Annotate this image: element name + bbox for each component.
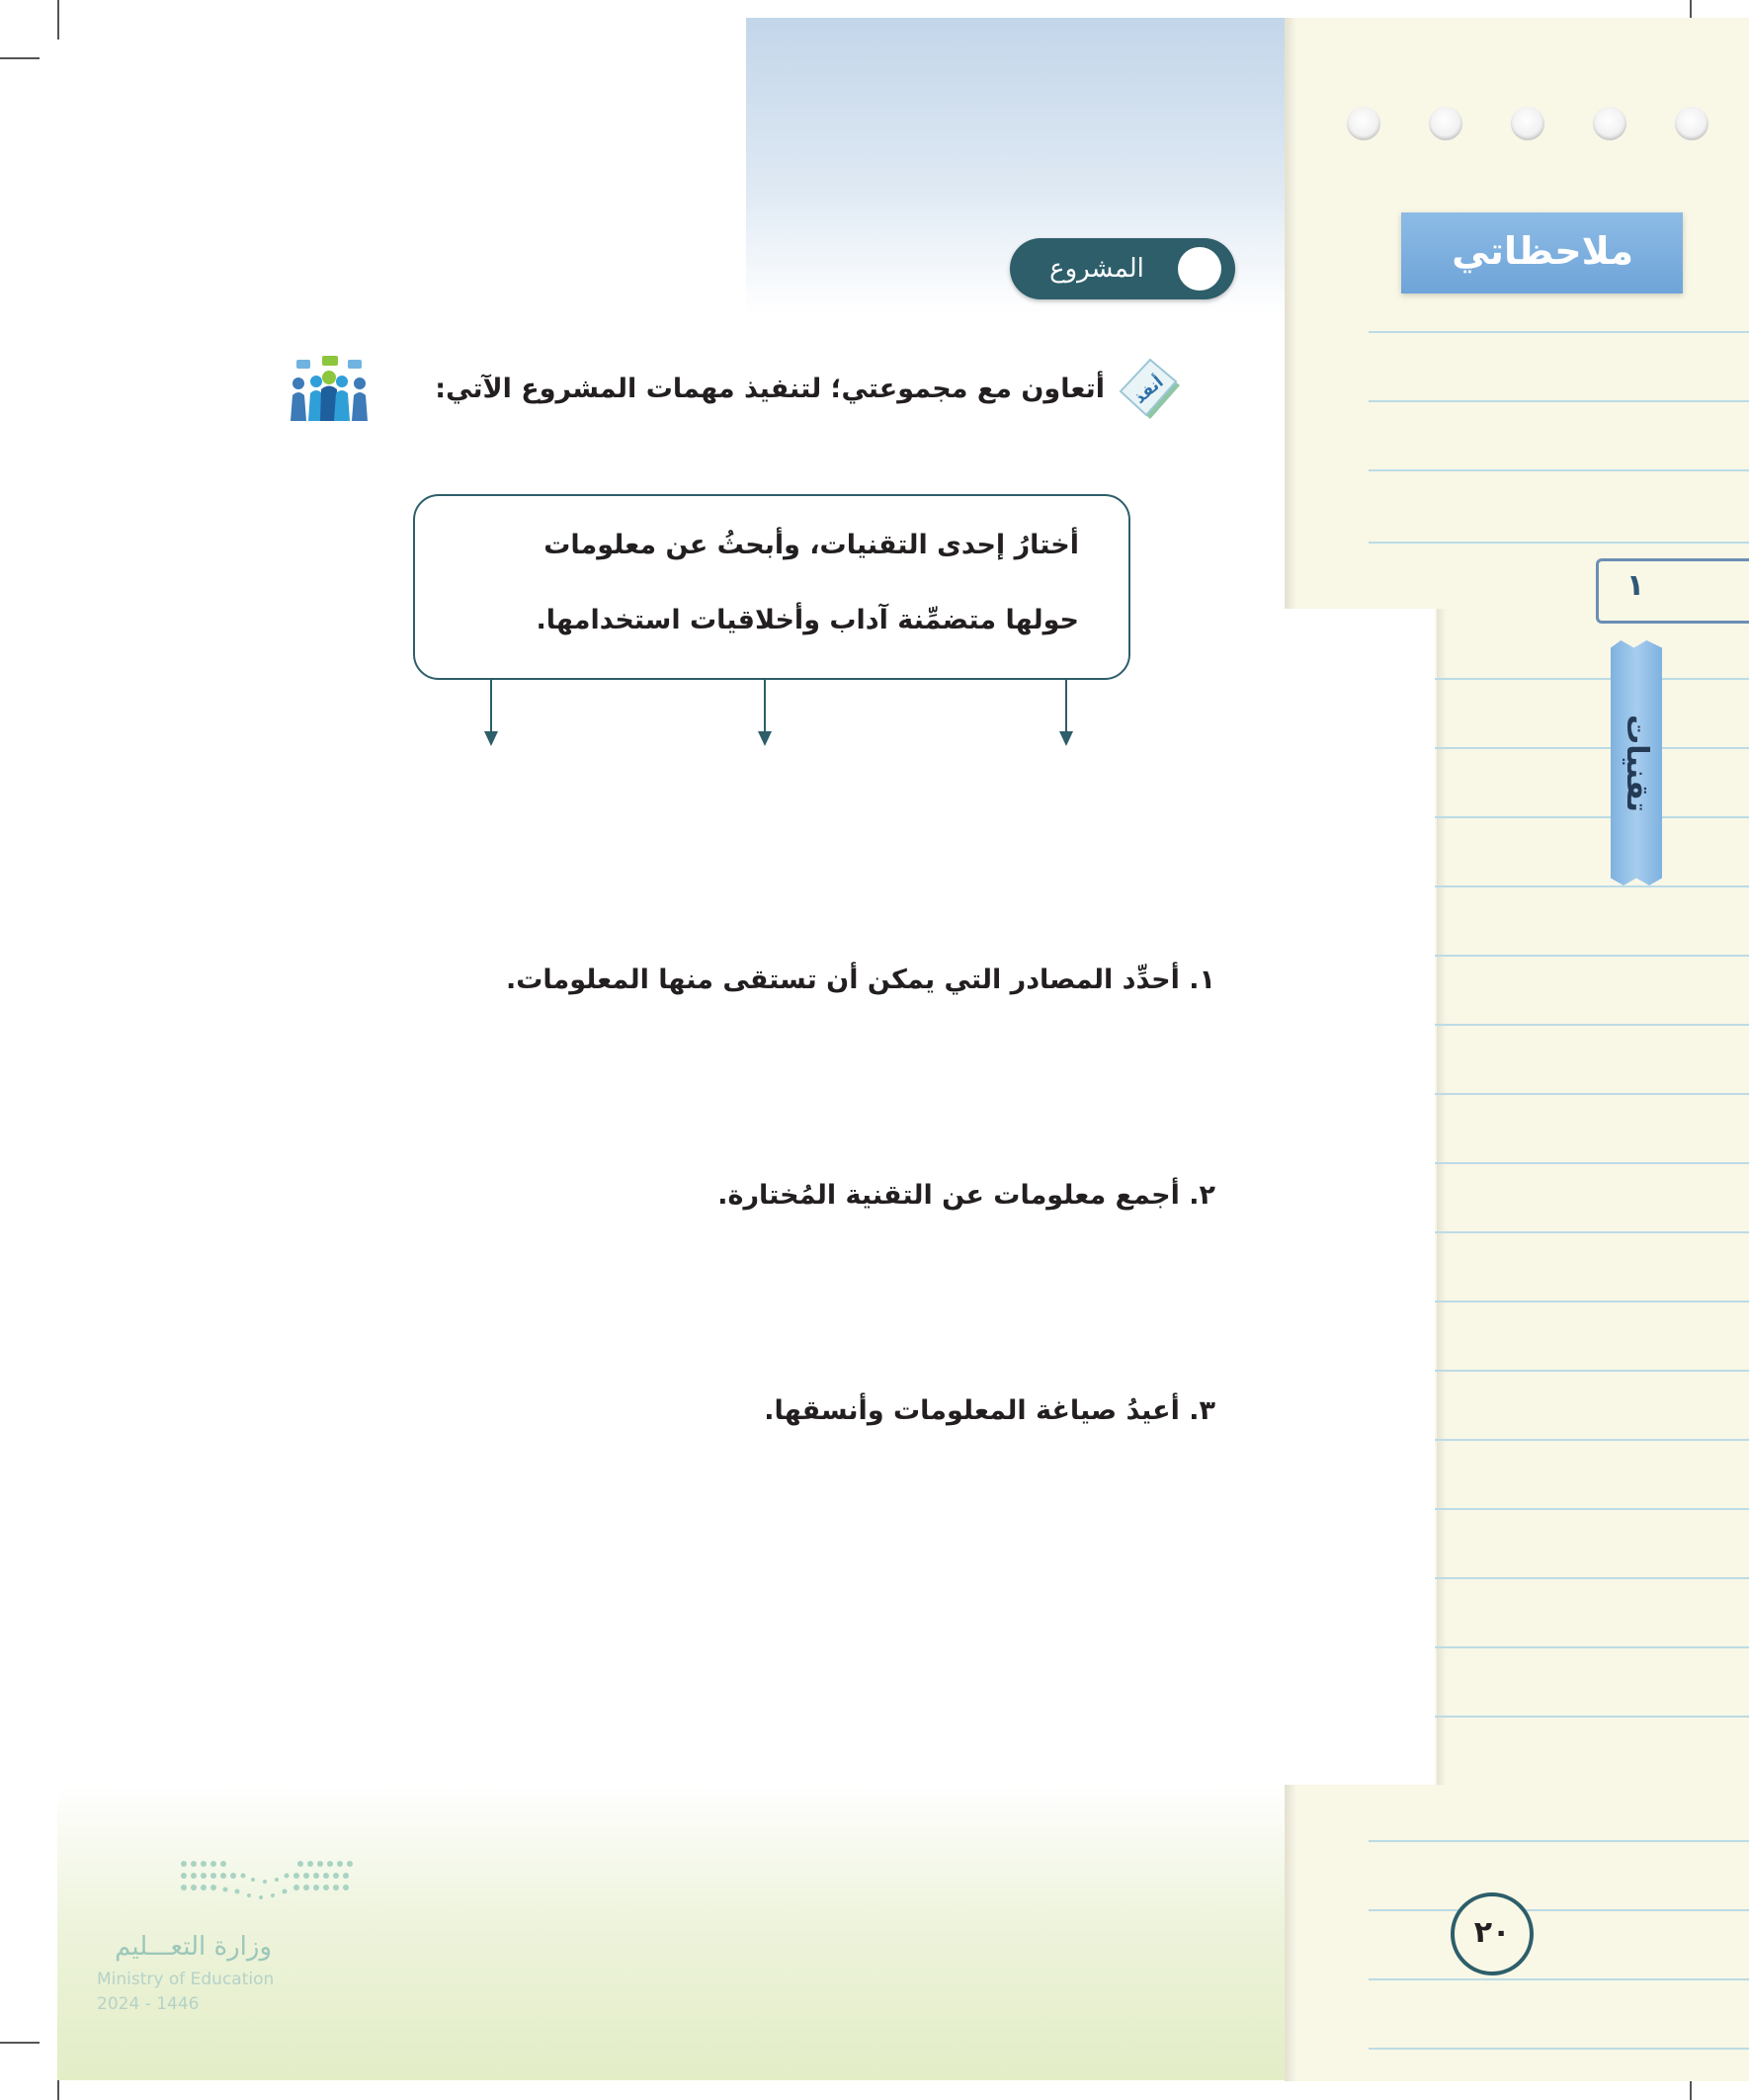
ministry-name-en: Ministry of Education [97, 1970, 275, 1989]
task-box [413, 494, 1130, 680]
ruled-line [1369, 331, 1749, 333]
crop-mark [0, 2042, 40, 2044]
ruled-line [1369, 1840, 1749, 1842]
crop-mark [57, 0, 59, 40]
ruled-line [1369, 1978, 1749, 1980]
arrow-down-icon [758, 731, 772, 746]
ruled-line [1435, 747, 1749, 749]
arrow-down-icon [484, 731, 498, 746]
task-line-2: حولها متضمِّنة آداب وأخلاقيات استخدامها. [536, 605, 1079, 635]
ruled-line [1369, 1909, 1749, 1911]
note-badge-text: أنفذ [1129, 372, 1167, 408]
notes-title: ملاحظاتي [1452, 229, 1633, 273]
ruled-line [1435, 1439, 1749, 1441]
ruled-line [1435, 1646, 1749, 1648]
ruled-line [1435, 816, 1749, 818]
chapter-tab-label-wrap [1611, 640, 1662, 885]
binder-hole [1675, 107, 1708, 140]
ruled-line [1435, 885, 1749, 887]
crop-mark [0, 57, 40, 59]
step-3: ٣. أعيدُ صياغة المعلومات وأنسقها. [764, 1395, 1215, 1426]
arrow-line [764, 678, 766, 731]
note-card-icon [1115, 356, 1188, 425]
notebook-shadow [1437, 609, 1447, 1785]
ruled-line [1435, 1577, 1749, 1579]
arrow-down-icon [1059, 731, 1073, 746]
chapter-tab-label: تقنيات [1619, 714, 1654, 812]
binder-hole [1511, 107, 1544, 140]
edition-year: 2024 - 1446 [97, 1994, 200, 2014]
notebook-shadow [1287, 1785, 1296, 2081]
ruled-line [1369, 542, 1749, 544]
chapter-number: ١ [1625, 568, 1645, 603]
ruled-line [1369, 469, 1749, 471]
ruled-line [1435, 678, 1749, 680]
ruled-line [1435, 1716, 1749, 1718]
ruled-line [1435, 1301, 1749, 1302]
group-people-icon [289, 356, 370, 421]
notebook-panel-middle [1435, 609, 1749, 1785]
intro-instruction: أتعاون مع مجموعتي؛ لتنفيذ مهمات المشروع الآتي: [435, 374, 1105, 404]
ruled-line [1369, 400, 1749, 402]
ruled-line [1435, 1162, 1749, 1164]
task-line-1: أختارُ إحدى التقنيات، وأبحثُ عن معلومات [543, 530, 1079, 560]
ruled-line [1435, 1024, 1749, 1026]
notebook-shadow [1287, 18, 1296, 609]
ruled-line [1435, 1508, 1749, 1510]
ruled-line [1435, 1231, 1749, 1233]
ruled-line [1435, 955, 1749, 957]
ruled-line [1435, 1370, 1749, 1372]
project-label: المشروع [1049, 254, 1144, 284]
ministry-logo-icon [178, 1858, 356, 1907]
pill-dot-icon [1178, 247, 1221, 291]
ministry-name-ar: وزارة التعـــليم [115, 1932, 272, 1962]
ruled-line [1435, 1093, 1749, 1095]
arrow-line [490, 678, 492, 731]
binder-hole [1429, 107, 1462, 140]
notebook-panel-top [1285, 18, 1749, 609]
binder-hole [1593, 107, 1626, 140]
ruled-line [1369, 2048, 1749, 2050]
binder-hole [1347, 107, 1380, 140]
step-2: ٢. أجمع معلومات عن التقنية المُختارة. [717, 1180, 1215, 1211]
arrow-line [1065, 678, 1067, 731]
page-number: ٢٠ [1473, 1915, 1511, 1950]
step-1: ١. أحدِّد المصادر التي يمكن أن تستقى منها المعلومات. [505, 965, 1215, 995]
